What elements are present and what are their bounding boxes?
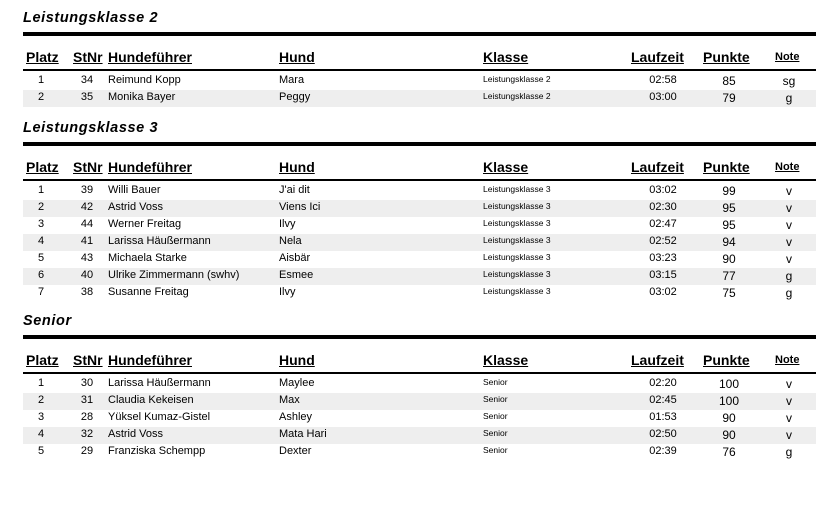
table-row: [23, 200, 816, 217]
column-header-laufzeit: Laufzeit: [631, 49, 684, 65]
cell-stnr: 31: [80, 394, 94, 406]
cell-platz: 4: [37, 235, 45, 247]
header-rule-top: [23, 142, 816, 146]
cell-punkte: 100: [718, 394, 740, 408]
cell-note: v: [786, 201, 792, 215]
cell-platz: 6: [37, 269, 45, 281]
cell-laufzeit: 03:15: [649, 269, 677, 281]
cell-platz: 3: [37, 218, 45, 230]
cell-punkte: 90: [722, 252, 736, 266]
cell-hundefuehrer: Monika Bayer: [108, 91, 176, 103]
cell-stnr: 35: [80, 91, 94, 103]
column-header-punkte: Punkte: [703, 352, 750, 368]
cell-hundefuehrer: Franziska Schempp: [108, 445, 206, 457]
table-row: [23, 234, 816, 251]
cell-punkte: 76: [722, 445, 736, 459]
cell-laufzeit: 03:23: [649, 252, 677, 264]
cell-stnr: 40: [80, 269, 94, 281]
header-rule-top: [23, 335, 816, 339]
column-header-hund: Hund: [279, 49, 315, 65]
cell-punkte: 77: [722, 269, 736, 283]
cell-laufzeit: 02:58: [649, 74, 677, 86]
table-row: [23, 90, 816, 107]
cell-platz: 1: [37, 184, 45, 196]
cell-hund: J'ai dit: [279, 184, 310, 196]
column-header-punkte: Punkte: [703, 159, 750, 175]
header-rule-bottom: [23, 69, 816, 71]
cell-klasse: Senior: [483, 411, 508, 421]
column-header-platz: Platz: [26, 49, 59, 65]
cell-stnr: 42: [80, 201, 94, 213]
table-row: [23, 427, 816, 444]
header-rule-bottom: [23, 179, 816, 181]
cell-platz: 3: [37, 411, 45, 423]
column-header-note: Note: [775, 161, 800, 173]
table-row: [23, 410, 816, 427]
cell-hund: Max: [279, 394, 300, 406]
section-title: Leistungsklasse 2: [23, 10, 159, 26]
cell-laufzeit: 03:02: [649, 184, 677, 196]
cell-laufzeit: 03:02: [649, 286, 677, 298]
cell-klasse: Leistungsklasse 3: [483, 184, 551, 194]
table-row: [23, 73, 816, 90]
cell-punkte: 79: [722, 91, 736, 105]
cell-klasse: Leistungsklasse 3: [483, 286, 551, 296]
section-1: [0, 10, 829, 110]
cell-laufzeit: 02:50: [649, 428, 677, 440]
section-title: Leistungsklasse 3: [23, 120, 159, 136]
cell-platz: 1: [37, 377, 45, 389]
cell-punkte: 75: [722, 286, 736, 300]
cell-punkte: 85: [722, 74, 736, 88]
column-header-note: Note: [775, 354, 800, 366]
cell-hund: Ashley: [279, 411, 313, 423]
table-row: [23, 251, 816, 268]
cell-platz: 2: [37, 201, 45, 213]
cell-klasse: Leistungsklasse 3: [483, 269, 551, 279]
cell-platz: 5: [37, 445, 45, 457]
cell-platz: 4: [37, 428, 45, 440]
column-header-stnr: StNr: [73, 159, 103, 175]
cell-hund: Dexter: [279, 445, 312, 457]
table-row: [23, 268, 816, 285]
table-row: [23, 285, 816, 302]
cell-hund: Mata Hari: [279, 428, 327, 440]
cell-note: sg: [782, 74, 796, 88]
section-3: [0, 313, 829, 464]
section-title: Senior: [23, 313, 72, 329]
cell-hundefuehrer: Ulrike Zimmermann (swhv): [108, 269, 240, 281]
cell-klasse: Senior: [483, 377, 508, 387]
cell-punkte: 94: [722, 235, 736, 249]
cell-hundefuehrer: Werner Freitag: [108, 218, 182, 230]
cell-note: v: [786, 428, 792, 442]
table-row: [23, 217, 816, 234]
cell-laufzeit: 02:47: [649, 218, 677, 230]
cell-hund: Ilvy: [279, 218, 296, 230]
cell-hundefuehrer: Michaela Starke: [108, 252, 187, 264]
header-rule-bottom: [23, 372, 816, 374]
column-header-hund: Hund: [279, 159, 315, 175]
cell-klasse: Leistungsklasse 2: [483, 74, 551, 84]
cell-punkte: 90: [722, 411, 736, 425]
cell-klasse: Senior: [483, 445, 508, 455]
cell-stnr: 44: [80, 218, 94, 230]
cell-punkte: 95: [722, 218, 736, 232]
cell-hund: Peggy: [279, 91, 311, 103]
cell-hund: Mara: [279, 74, 305, 86]
column-header-laufzeit: Laufzeit: [631, 352, 684, 368]
cell-hund: Esmee: [279, 269, 314, 281]
cell-hundefuehrer: Larissa Häußermann: [108, 377, 211, 389]
cell-stnr: 30: [80, 377, 94, 389]
cell-stnr: 39: [80, 184, 94, 196]
column-header-platz: Platz: [26, 352, 59, 368]
cell-note: g: [785, 286, 793, 300]
column-header-hundefuehrer: Hundeführer: [108, 49, 192, 65]
column-header-laufzeit: Laufzeit: [631, 159, 684, 175]
cell-klasse: Leistungsklasse 3: [483, 218, 551, 228]
cell-platz: 5: [37, 252, 45, 264]
cell-laufzeit: 03:00: [649, 91, 677, 103]
cell-hundefuehrer: Astrid Voss: [108, 201, 164, 213]
cell-stnr: 28: [80, 411, 94, 423]
column-header-hundefuehrer: Hundeführer: [108, 159, 192, 175]
cell-note: v: [786, 394, 792, 408]
cell-laufzeit: 02:52: [649, 235, 677, 247]
cell-platz: 7: [37, 286, 45, 298]
cell-note: v: [786, 252, 792, 266]
cell-note: v: [786, 184, 792, 198]
cell-hundefuehrer: Reimund Kopp: [108, 74, 181, 86]
cell-stnr: 41: [80, 235, 94, 247]
cell-punkte: 95: [722, 201, 736, 215]
column-header-platz: Platz: [26, 159, 59, 175]
table-row: [23, 393, 816, 410]
column-header-klasse: Klasse: [483, 159, 529, 175]
cell-hund: Viens Ici: [279, 201, 321, 213]
column-header-klasse: Klasse: [483, 352, 529, 368]
column-header-stnr: StNr: [73, 49, 103, 65]
cell-punkte: 99: [722, 184, 736, 198]
table-row: [23, 444, 816, 461]
section-2: [0, 120, 829, 305]
cell-punkte: 100: [718, 377, 740, 391]
table-row: [23, 183, 816, 200]
column-header-stnr: StNr: [73, 352, 103, 368]
column-header-hundefuehrer: Hundeführer: [108, 352, 192, 368]
cell-hundefuehrer: Astrid Voss: [108, 428, 164, 440]
column-header-klasse: Klasse: [483, 49, 529, 65]
cell-klasse: Leistungsklasse 3: [483, 235, 551, 245]
cell-hundefuehrer: Larissa Häußermann: [108, 235, 211, 247]
cell-laufzeit: 02:45: [649, 394, 677, 406]
cell-hundefuehrer: Claudia Kekeisen: [108, 394, 194, 406]
cell-stnr: 43: [80, 252, 94, 264]
cell-platz: 1: [37, 74, 45, 86]
cell-laufzeit: 02:39: [649, 445, 677, 457]
cell-note: v: [786, 218, 792, 232]
cell-klasse: Leistungsklasse 3: [483, 252, 551, 262]
cell-laufzeit: 01:53: [649, 411, 677, 423]
column-header-punkte: Punkte: [703, 49, 750, 65]
cell-hundefuehrer: Willi Bauer: [108, 184, 161, 196]
cell-note: g: [785, 269, 793, 283]
cell-laufzeit: 02:20: [649, 377, 677, 389]
column-header-note: Note: [775, 51, 800, 63]
cell-platz: 2: [37, 91, 45, 103]
cell-hund: Aisbär: [279, 252, 311, 264]
cell-stnr: 29: [80, 445, 94, 457]
cell-note: g: [785, 91, 793, 105]
cell-hund: Maylee: [279, 377, 315, 389]
header-rule-top: [23, 32, 816, 36]
cell-note: v: [786, 411, 792, 425]
cell-punkte: 90: [722, 428, 736, 442]
cell-stnr: 34: [80, 74, 94, 86]
cell-hund: Nela: [279, 235, 302, 247]
cell-klasse: Leistungsklasse 3: [483, 201, 551, 211]
cell-note: v: [786, 235, 792, 249]
cell-platz: 2: [37, 394, 45, 406]
cell-stnr: 38: [80, 286, 94, 298]
column-header-hund: Hund: [279, 352, 315, 368]
cell-hund: Ilvy: [279, 286, 296, 298]
cell-note: v: [786, 377, 792, 391]
cell-note: g: [785, 445, 793, 459]
cell-laufzeit: 02:30: [649, 201, 677, 213]
cell-hundefuehrer: Susanne Freitag: [108, 286, 189, 298]
cell-klasse: Senior: [483, 428, 508, 438]
cell-hundefuehrer: Yüksel Kumaz-Gistel: [108, 411, 211, 423]
cell-klasse: Senior: [483, 394, 508, 404]
cell-stnr: 32: [80, 428, 94, 440]
table-row: [23, 376, 816, 393]
cell-klasse: Leistungsklasse 2: [483, 91, 551, 101]
